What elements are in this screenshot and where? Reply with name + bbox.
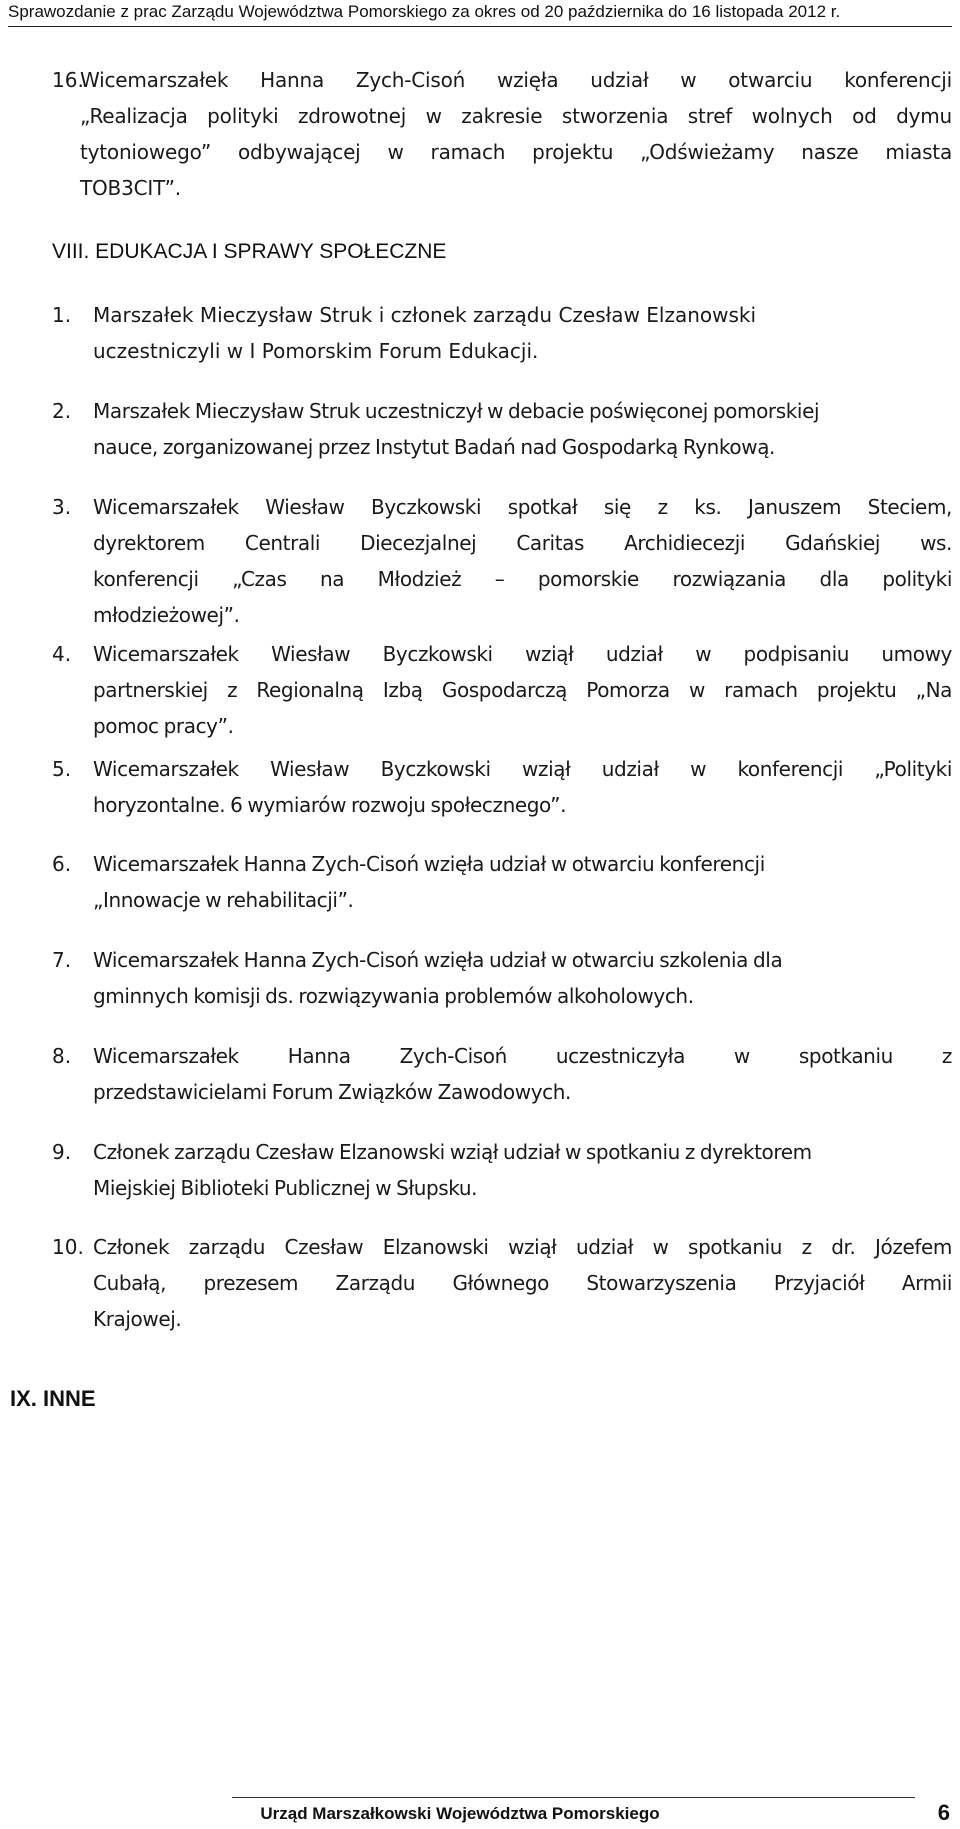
footer-organization: Urząd Marszałkowski Województwa Pomorskiego (260, 1804, 660, 1823)
item-line: „Innowacje w rehabilitacji”. (93, 888, 354, 912)
item-line: „Realizacja polityki zdrowotnej w zakresie stworzenia stref wolnych od dymu (80, 104, 952, 128)
item-number: 9. (52, 1140, 72, 1164)
list-item (52, 489, 952, 633)
item-line: Marszałek Mieczysław Struk i członek zarządu Czesław Elzanowski (93, 303, 757, 327)
item-number: 16. (52, 68, 84, 92)
item-line: TOB3CIT”. (80, 176, 181, 200)
item-number: 5. (52, 757, 72, 781)
list-item (52, 846, 952, 918)
list-item (52, 297, 952, 369)
item-line: młodzieżowej”. (93, 603, 240, 627)
item-text (93, 942, 952, 1014)
item-line: Członek zarządu Czesław Elzanowski wziął udział w spotkaniu z dyrektorem (93, 1140, 812, 1164)
item-number: 8. (52, 1044, 72, 1068)
item-line: pomoc pracy”. (93, 714, 234, 738)
list-item (52, 393, 952, 465)
item-line: Miejskiej Biblioteki Publicznej w Słupsku. (93, 1176, 478, 1200)
item-number: 6. (52, 852, 72, 876)
item-line: Cubałą, prezesem Zarządu Głównego Stowarzyszenia Przyjaciół Armii (93, 1271, 952, 1295)
item-line: partnerskiej z Regionalną Izbą Gospodarczą Pomorza w ramach projektu „Na (93, 678, 952, 702)
item-number: 7. (52, 948, 72, 972)
item-text (93, 751, 952, 823)
item-text (93, 297, 952, 369)
section-heading: IX. INNE (10, 1386, 96, 1411)
item-line: Wicemarszałek Wiesław Byczkowski wziął udział w konferencji „Polityki (93, 757, 952, 781)
document-title: Sprawozdanie z prac Zarządu Województwa Pomorskiego za okres od 20 października do 16 listopada 2012 r. (8, 2, 841, 21)
item-number: 2. (52, 399, 72, 423)
item-text (93, 1038, 952, 1110)
item-line: Marszałek Mieczysław Struk uczestniczył w debacie poświęconej pomorskiej (93, 399, 820, 423)
item-number: 3. (52, 495, 72, 519)
list-item (52, 636, 952, 744)
page-number: 6 (937, 1800, 950, 1825)
list-item (52, 1038, 952, 1110)
item-line: gminnych komisji ds. rozwiązywania problemów alkoholowych. (93, 984, 694, 1008)
item-line: nauce, zorganizowanej przez Instytut Badań nad Gospodarką Rynkową. (93, 435, 776, 459)
item-text (93, 846, 952, 918)
item-line: Członek zarządu Czesław Elzanowski wziął udział w spotkaniu z dr. Józefem (93, 1235, 952, 1259)
item-text (93, 1134, 952, 1206)
footer-divider (232, 1797, 915, 1798)
item-number: 1. (52, 303, 72, 327)
item-number: 4. (52, 642, 72, 666)
item-number: 10. (52, 1235, 84, 1259)
item-line: Wicemarszałek Wiesław Byczkowski spotkał się z ks. Januszem Steciem, (93, 495, 952, 519)
item-line: Wicemarszałek Hanna Zych-Cisoń uczestniczyła w spotkaniu z (93, 1044, 952, 1068)
item-line: konferencji „Czas na Młodzież – pomorskie rozwiązania dla polityki (93, 567, 952, 591)
item-line: Wicemarszałek Wiesław Byczkowski wziął udział w podpisaniu umowy (93, 642, 952, 666)
item-text (93, 636, 952, 744)
list-item (52, 62, 952, 206)
item-line: horyzontalne. 6 wymiarów rozwoju społecznego”. (93, 793, 567, 817)
item-text (80, 62, 952, 206)
list-item (52, 1229, 952, 1337)
item-line: Krajowej. (93, 1307, 182, 1331)
list-item (52, 751, 952, 823)
item-line: tytoniowego” odbywającej w ramach projektu „Odświeżamy nasze miasta (80, 140, 952, 164)
section-heading: VIII. EDUKACJA I SPRAWY SPOŁECZNE (52, 240, 447, 263)
item-line: dyrektorem Centrali Diecezjalnej Caritas Archidiecezji Gdańskiej ws. (93, 531, 952, 555)
list-item (52, 942, 952, 1014)
item-text (93, 489, 952, 633)
page-header (8, 0, 952, 27)
item-line: Wicemarszałek Hanna Zych-Cisoń wzięła udział w otwarciu konferencji (93, 852, 765, 876)
item-line: Wicemarszałek Hanna Zych-Cisoń wzięła udział w otwarciu konferencji (80, 68, 952, 92)
list-item (52, 1134, 952, 1206)
item-text (93, 393, 952, 465)
item-text (93, 1229, 952, 1337)
item-line: uczestniczyli w I Pomorskim Forum Edukacji. (93, 339, 539, 363)
item-line: przedstawicielami Forum Związków Zawodowych. (93, 1080, 571, 1104)
item-line: Wicemarszałek Hanna Zych-Cisoń wzięła udział w otwarciu szkolenia dla (93, 948, 783, 972)
